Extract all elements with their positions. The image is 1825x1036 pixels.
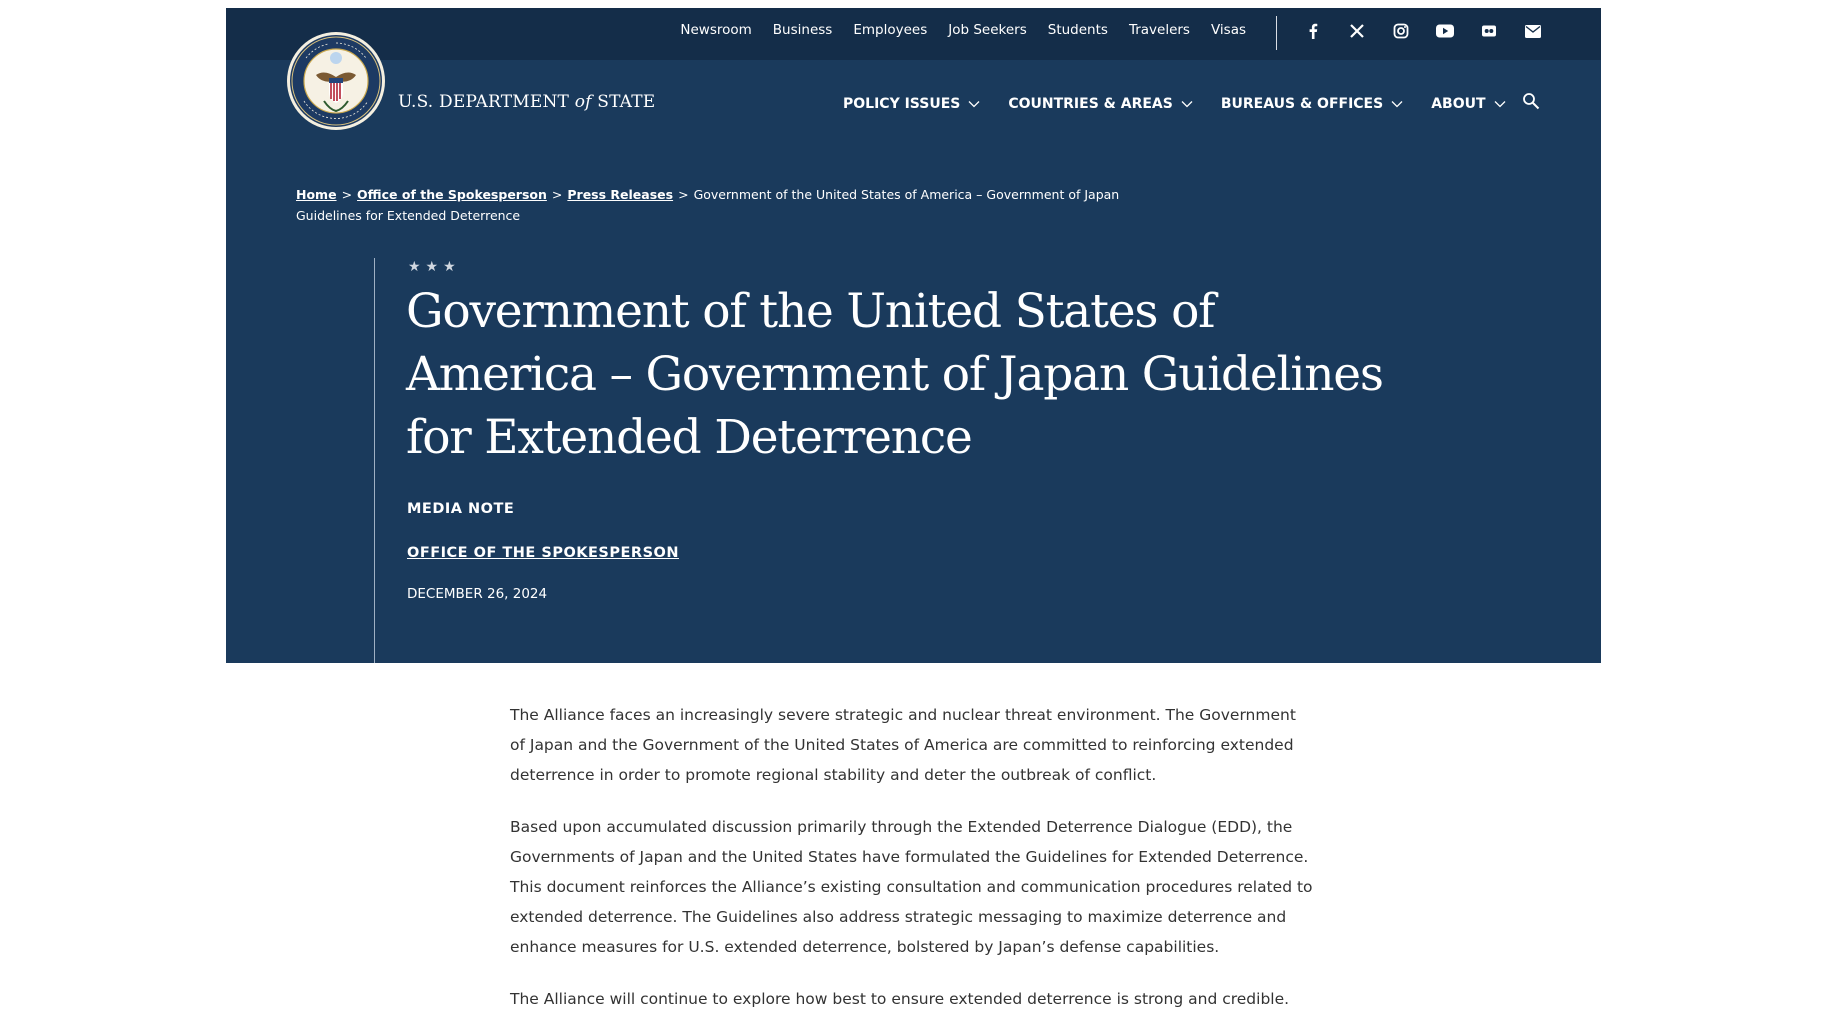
article-date: DECEMBER 26, 2024 xyxy=(407,586,548,602)
site-brand[interactable] xyxy=(398,92,655,112)
site-header xyxy=(226,8,1601,663)
utility-nav xyxy=(680,22,1246,38)
utility-link-business[interactable]: Business xyxy=(772,22,833,38)
article-paragraph: The Alliance faces an increasingly severe strategic and nuclear threat environment. The Government of Japan and the Government of the United States of America are committed to reinforcing extended deterrence in order to promote regional stability and deter the outbreak of conflict. xyxy=(510,706,1296,784)
utility-bar xyxy=(226,8,1601,60)
social-links xyxy=(1302,20,1544,42)
flickr-icon[interactable] xyxy=(1478,20,1500,42)
utility-link-newsroom[interactable]: Newsroom xyxy=(680,22,752,38)
utility-link-job-seekers[interactable]: Job Seekers xyxy=(948,22,1027,38)
page-title: Government of the United States of America – Government of Japan Guidelines for Extended Deterrence xyxy=(406,284,1383,465)
breadcrumb-home[interactable]: Home xyxy=(296,187,337,202)
nav-countries-areas[interactable] xyxy=(1008,96,1193,112)
breadcrumb-office[interactable]: Office of the Spokesperson xyxy=(357,187,547,202)
accent-line xyxy=(374,258,375,663)
brand-text-pre: U.S. DEPARTMENT xyxy=(398,92,575,112)
article-paragraph: The Alliance will continue to explore how best to ensure extended deterrence is strong and credible. xyxy=(510,990,1290,1008)
nav-label: ABOUT xyxy=(1431,96,1486,112)
search-button[interactable] xyxy=(1522,92,1540,114)
utility-link-visas[interactable]: Visas xyxy=(1210,22,1246,38)
nav-label: BUREAUS & OFFICES xyxy=(1220,96,1384,112)
search-icon xyxy=(1522,92,1540,110)
x-icon[interactable] xyxy=(1346,20,1368,42)
breadcrumb-press-releases[interactable]: Press Releases xyxy=(567,187,674,202)
article-type: MEDIA NOTE xyxy=(407,501,515,517)
chevron-down-icon xyxy=(968,100,980,108)
brand-text-of: of xyxy=(574,92,592,112)
article-paragraph: Based upon accumulated discussion primarily through the Extended Deterrence Dialogue (EDD), the Governments of Japan and the United States have formulated the Guidelines for Extended Deterrence. This document reinforces the Alliance’s existing consultation and communication procedures related to extended deterrence. The Guidelines also address strategic messaging to maximize deterrence and enhance measures for U.S. extended deterrence, bolstered by Japan’s defense capabilities. xyxy=(510,818,1313,956)
utility-link-travelers[interactable]: Travelers xyxy=(1128,22,1190,38)
nav-bureaus-offices[interactable] xyxy=(1221,96,1403,112)
chevron-down-icon xyxy=(1494,100,1506,108)
brand-text-post: STATE xyxy=(591,92,656,112)
article-office-link[interactable]: OFFICE OF THE SPOKESPERSON xyxy=(407,545,679,561)
email-icon[interactable] xyxy=(1522,20,1544,42)
department-seal[interactable] xyxy=(286,31,386,131)
utility-divider xyxy=(1276,16,1277,50)
breadcrumb-current: Government of the United States of America – Government of Japan Guidelines for Extended Deterrence xyxy=(296,187,1120,223)
youtube-icon[interactable] xyxy=(1434,20,1456,42)
main-nav xyxy=(843,96,1506,112)
breadcrumb xyxy=(296,184,1176,226)
nav-about[interactable] xyxy=(1431,96,1505,112)
chevron-down-icon xyxy=(1391,100,1403,108)
stars-ornament: ★★★ xyxy=(408,259,461,275)
breadcrumb-separator: > xyxy=(341,187,353,202)
chevron-down-icon xyxy=(1181,100,1193,108)
instagram-icon[interactable] xyxy=(1390,20,1412,42)
nav-label: POLICY ISSUES xyxy=(843,96,961,112)
nav-label: COUNTRIES & AREAS xyxy=(1008,96,1173,112)
nav-policy-issues[interactable] xyxy=(843,96,980,112)
breadcrumb-separator: > xyxy=(678,187,689,202)
breadcrumb-separator: > xyxy=(551,187,563,202)
utility-link-employees[interactable]: Employees xyxy=(853,22,928,38)
utility-link-students[interactable]: Students xyxy=(1047,22,1108,38)
article-body xyxy=(510,700,1315,1036)
facebook-icon[interactable] xyxy=(1302,20,1324,42)
